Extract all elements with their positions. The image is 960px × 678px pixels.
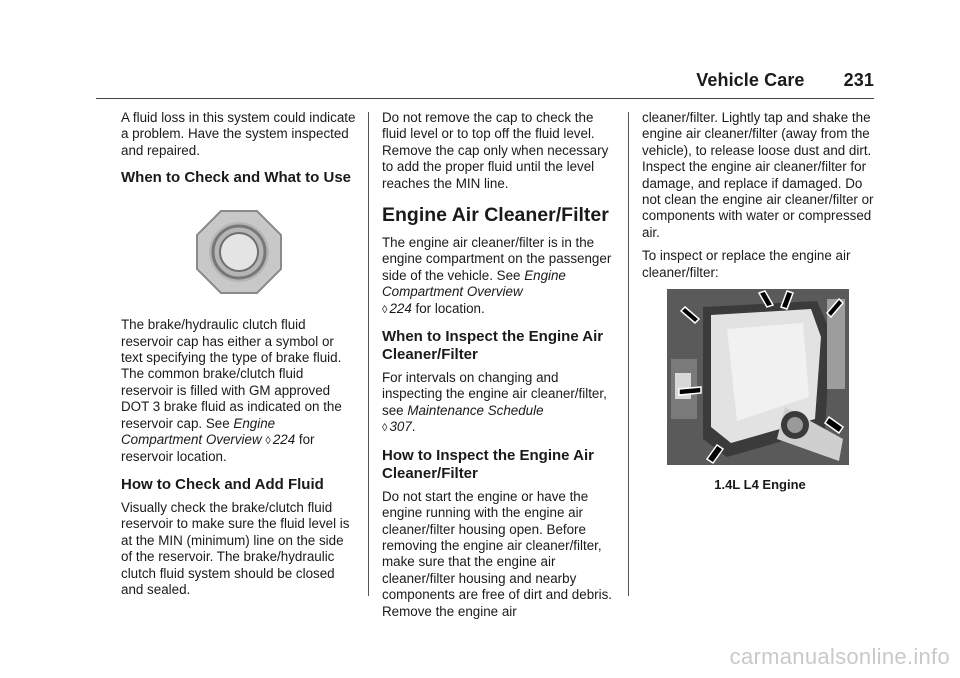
paragraph-do-not-start: Do not start the engine or have the engine running with the engine air cleaner/filter housing open. Before removing the engine air cleaner/filter, make sure that the engine air cleaner/filter housing and nearby components are free of dirt and debris. Remove the engine air (382, 488, 613, 619)
paragraph-visual-check: Visually check the brake/clutch fluid reservoir to make sure the fluid level is at the MIN (minimum) line on the side of the reservoir. The brake/hydraulic clutch fluid system should be closed and sealed. (121, 499, 350, 597)
paragraph-intervals: For intervals on changing and inspecting the engine air cleaner/filter, see Maintenance Schedule ◊ 307. (382, 370, 607, 435)
column-2 (382, 110, 618, 627)
page-ref[interactable]: 307 (389, 419, 412, 435)
paragraph-tap-and-shake: cleaner/filter. Lightly tap and shake the engine air cleaner/filter (away from the vehicle), to release loose dust and dirt. Inspect the engine air cleaner/filter for damage, and replace if damaged. Do not clean the engine air cleaner/filter or components with water or compressed air. (642, 110, 874, 240)
link-engine-compartment[interactable]: Engine Compartment Overview (382, 267, 566, 300)
page-reference-icon: ◊ (382, 303, 388, 316)
paragraph-reservoir-cap: The brake/hydraulic clutch fluid reservoir cap has either a symbol or text specifying the type of brake fluid. The common brake/clutch fluid reservoir is filled with GM approved DOT 3 brake fluid as indicated on the reservoir cap. See Engine Compartment Overview ◊ 224 for reservoir location. (121, 317, 342, 465)
section-title: Vehicle Care (696, 70, 805, 90)
column-divider-1 (368, 112, 369, 596)
paragraph-do-not-remove: Do not remove the cap to check the fluid level or to top off the fluid level. Remove the cap only when necessary to add the proper fluid until the level reaches the MIN line. (382, 110, 609, 191)
page-ref[interactable]: 224 (389, 300, 412, 316)
column-divider-2 (628, 112, 629, 596)
paragraph-filter-location: The engine air cleaner/filter is in the engine compartment on the passenger side of the vehicle. See Engine Compartment Overview ◊ 224 for location. (382, 235, 612, 316)
heading-how-to-inspect: How to Inspect the Engine Air Cleaner/Filter (382, 446, 594, 482)
paragraph-to-inspect: To inspect or replace the engine air cleaner/filter: (642, 248, 851, 280)
brake-fluid-symbol-icon (195, 209, 283, 295)
column-1 (121, 110, 357, 605)
page-reference-icon: ◊ (382, 422, 388, 435)
page-reference-icon: ◊ (265, 435, 271, 448)
page-ref[interactable]: 224 (272, 432, 296, 448)
page-header (696, 70, 874, 91)
watermark: carmanualsonline.info (729, 644, 950, 669)
engine-air-cleaner-photo (667, 289, 849, 465)
column-3 (642, 110, 878, 493)
page-number: 231 (843, 70, 874, 90)
header-rule (96, 98, 874, 99)
link-maintenance-schedule[interactable]: Maintenance Schedule (407, 402, 544, 418)
link-engine-compartment[interactable]: Engine Compartment Overview (121, 415, 276, 448)
heading-air-cleaner: Engine Air Cleaner/Filter (382, 204, 609, 227)
heading-when-to-inspect: When to Inspect the Engine Air Cleaner/Filter (382, 328, 604, 364)
paragraph-fluid-loss: A fluid loss in this system could indicate a problem. Have the system inspected and repaired. (121, 110, 356, 158)
heading-how-to-check: How to Check and Add Fluid (121, 475, 324, 493)
figure-caption: 1.4L L4 Engine (714, 477, 806, 493)
heading-when-to-check: When to Check and What to Use (121, 169, 352, 187)
